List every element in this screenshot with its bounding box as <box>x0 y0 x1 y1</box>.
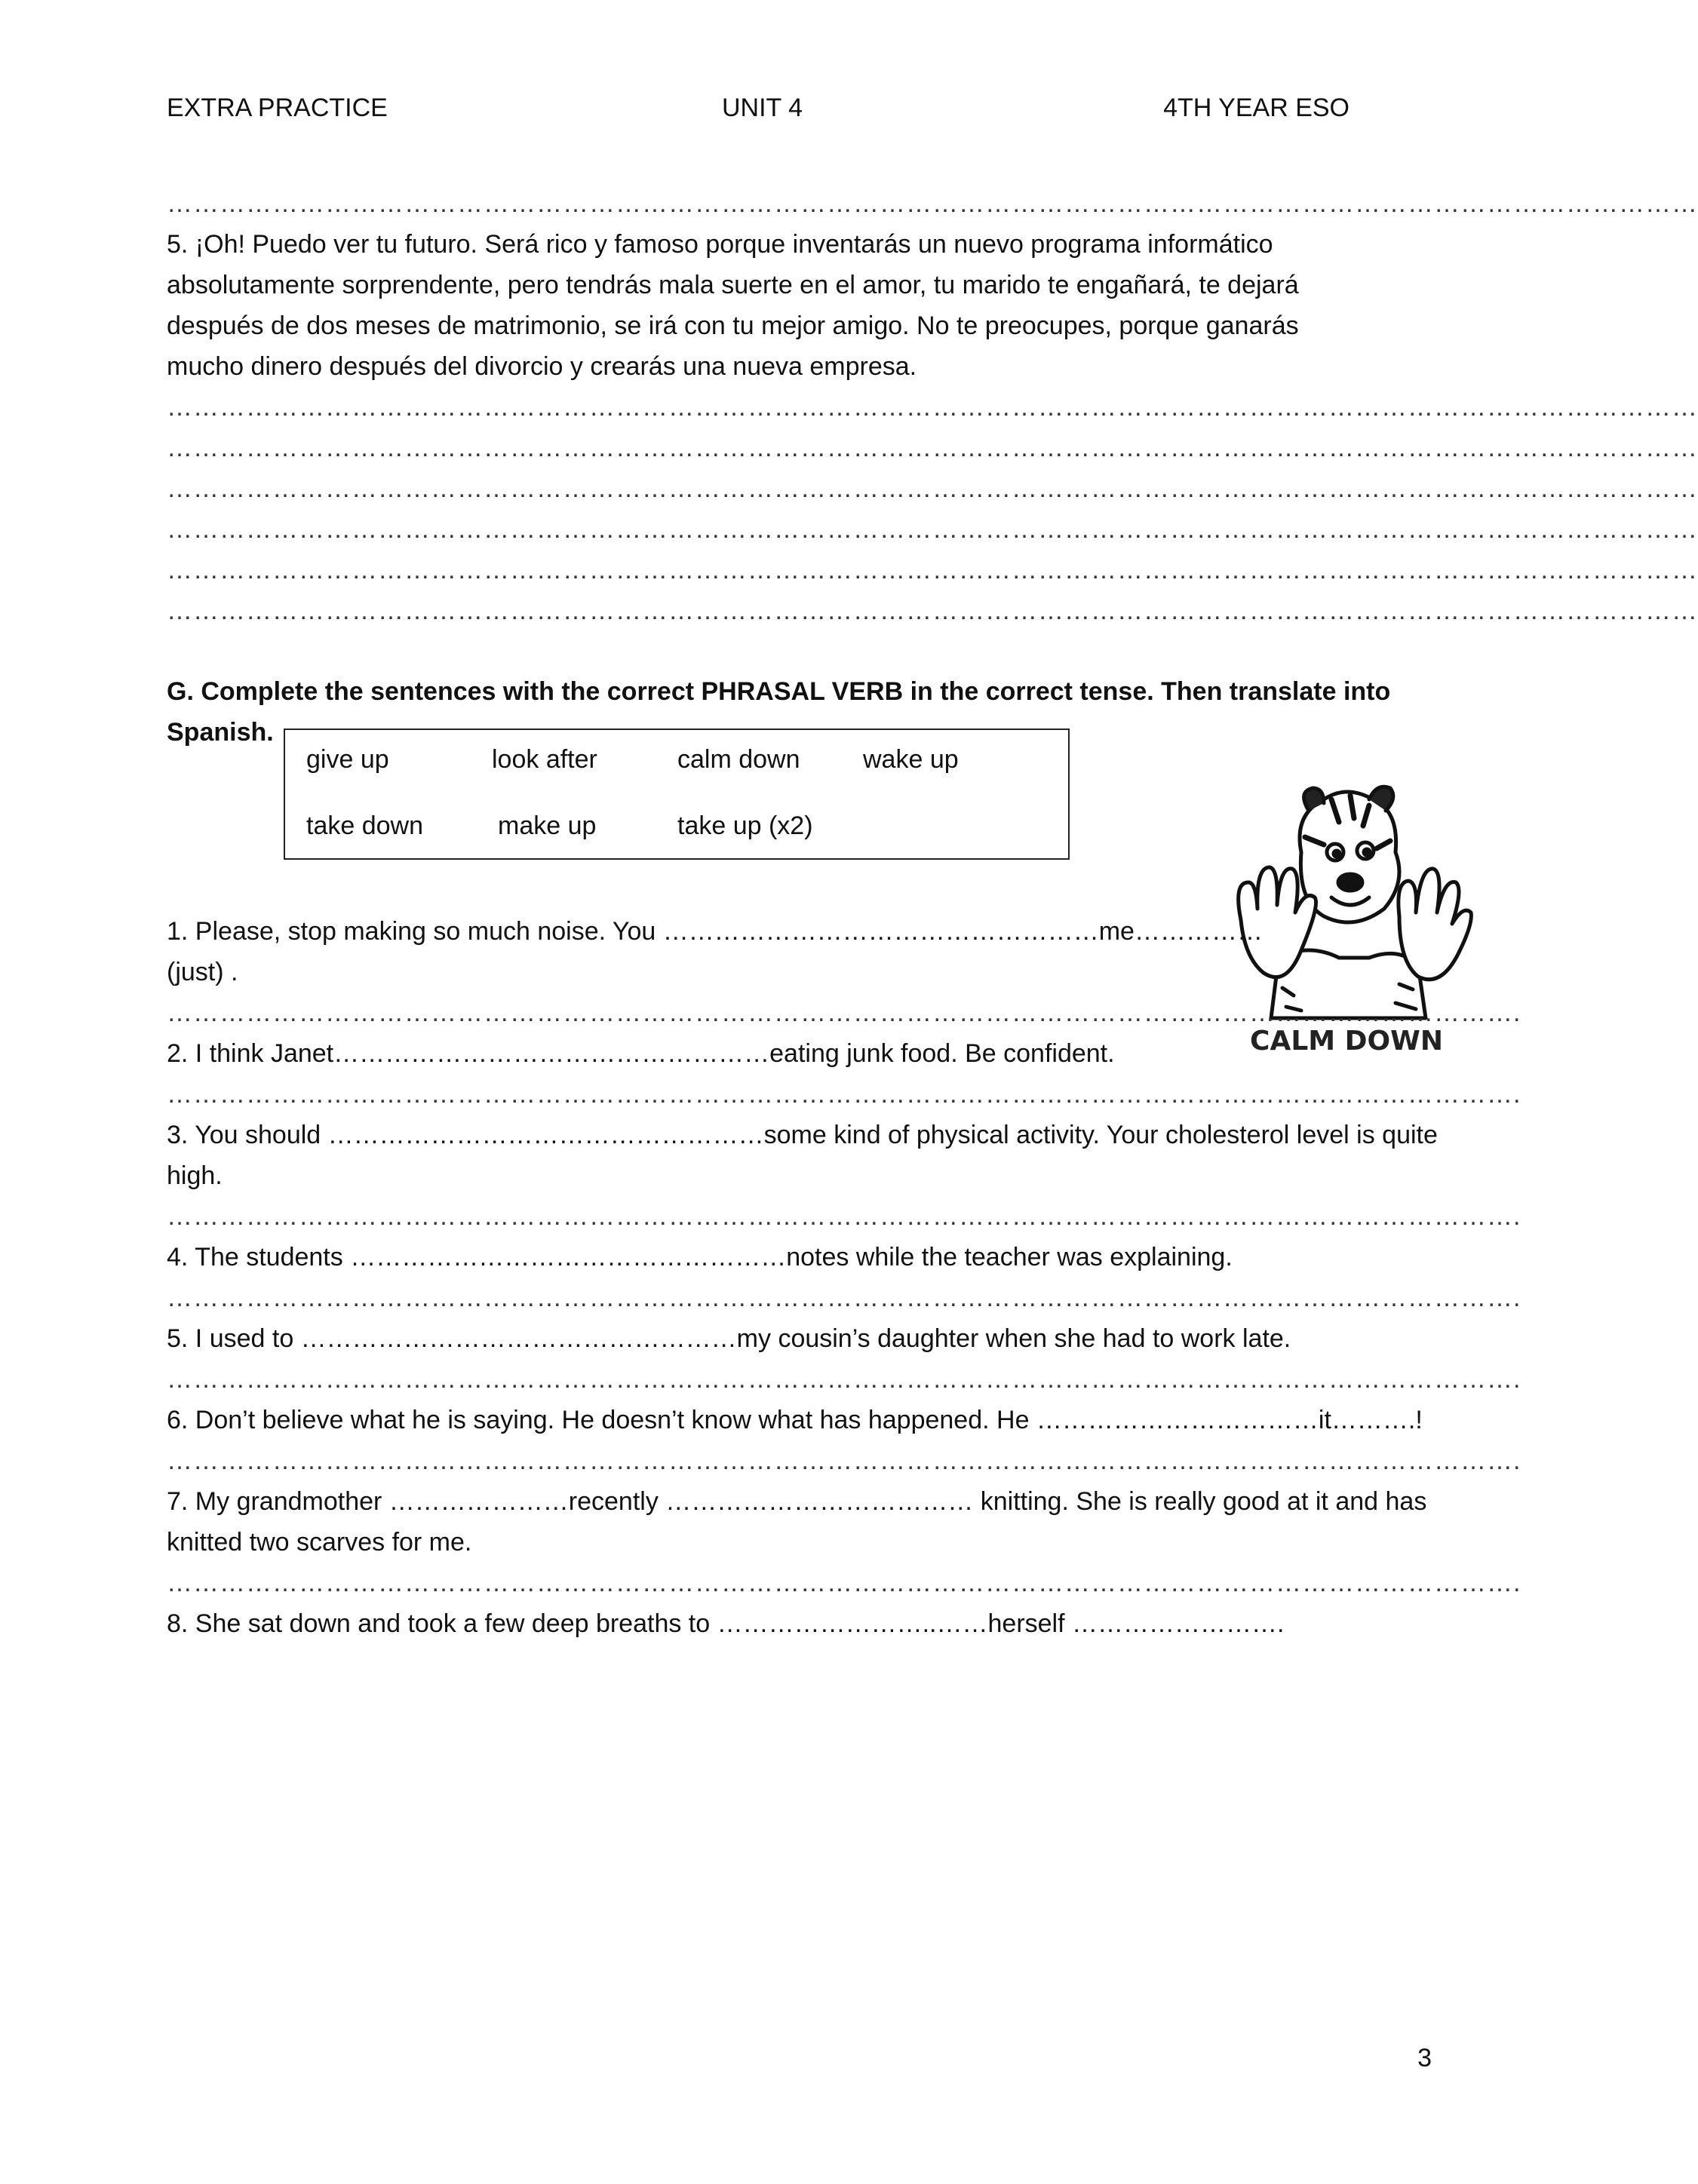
sentence-line: 5. I used to ……………………………………………my cousin’s daughter when she had to work late. <box>167 1324 1291 1353</box>
answer-line[interactable]: ………………………………………………………………………………………………………………………………………………………… <box>167 474 1698 503</box>
item5-line: 5. ¡Oh! Puedo ver tu futuro. Será rico y famoso porque inventarás un nuevo programa informático <box>167 230 1273 259</box>
sentence-1 <box>167 911 1521 1033</box>
answer-line[interactable]: ………………………………………………………………………………………………………………………………………………………… <box>167 556 1698 584</box>
word-wake-up: wake up <box>863 745 959 774</box>
sentence-line: (just) . <box>167 958 238 986</box>
word-look-after: look after <box>492 745 597 774</box>
item5-line: después de dos meses de matrimonio, se irá con tu mejor amigo. No te preocupes, porque ganarás <box>167 311 1299 340</box>
item5-block <box>167 183 1698 631</box>
answer-line[interactable]: ………………………………………………………………………………………………………………………………………. <box>167 1446 1521 1475</box>
answer-line[interactable]: ………………………………………………………………………………………………………………………………………. <box>167 1569 1521 1597</box>
section-g-title-line: Spanish. <box>167 718 274 747</box>
sentence-3 <box>167 1115 1521 1237</box>
sentence-line: 7. My grandmother …………………recently ……………………………… knitting. She is really good at it and has <box>167 1487 1427 1516</box>
word-calm-down: calm down <box>677 745 800 774</box>
item5-line: mucho dinero después del divorcio y crearás una nueva empresa. <box>167 352 917 381</box>
sentence-4 <box>167 1237 1521 1318</box>
sentence-line: 8. She sat down and took a few deep breaths to ……………………..……herself ……………………. <box>167 1609 1285 1638</box>
sentence-line: 6. Don’t believe what he is saying. He doesn’t know what has happened. He ……………………………it……….! <box>167 1406 1423 1434</box>
sentence-list <box>167 911 1521 1644</box>
answer-line[interactable]: ………………………………………………………………………………………………………………………………………. <box>167 1365 1521 1394</box>
cartoon-caption: CALM DOWN <box>1250 1026 1443 1057</box>
answer-line[interactable]: ………………………………………………………………………………………………………………………………………. <box>167 1202 1521 1231</box>
sentence-7 <box>167 1481 1521 1603</box>
word-make-up: make up <box>498 811 597 840</box>
phrasal-verb-box <box>284 729 1070 860</box>
word-take-down: take down <box>306 811 423 840</box>
answer-line[interactable]: ………………………………………………………………………………………………………………………………………. <box>167 1080 1521 1109</box>
sentence-line: 3. You should ……………………………………………some kind of physical activity. Your cholesterol level is quite <box>167 1121 1438 1149</box>
answer-line[interactable]: ………………………………………………………………………………………………………………………………………………………… <box>167 189 1698 218</box>
header-right: 4TH YEAR ESO <box>1163 94 1349 122</box>
header-center: UNIT 4 <box>722 94 803 122</box>
sentence-line: 1. Please, stop making so much noise. You ……………………………………………me…………… <box>167 917 1263 946</box>
sentence-line: 2. I think Janet……………………………………………eating junk food. Be confident. <box>167 1039 1115 1068</box>
sentence-8 <box>167 1603 1374 1644</box>
answer-line[interactable]: ………………………………………………………………………………………………………………………………………………………… <box>167 393 1698 422</box>
page-header <box>167 94 1349 131</box>
answer-line[interactable]: ………………………………………………………………………………………………………………………………………………………… <box>167 597 1698 625</box>
sentence-line: knitted two scarves for me. <box>167 1528 472 1557</box>
answer-line[interactable]: ………………………………………………………………………………………………………………………………………. <box>167 1284 1521 1312</box>
page-number: 3 <box>1417 2044 1432 2072</box>
word-give-up: give up <box>306 745 389 774</box>
header-left: EXTRA PRACTICE <box>167 94 388 122</box>
word-take-up: take up (x2) <box>677 811 813 840</box>
answer-line[interactable]: ………………………………………………………………………………………………………………………………………. <box>167 998 1521 1027</box>
answer-line[interactable]: ………………………………………………………………………………………………………………………………………………………… <box>167 434 1698 462</box>
sentence-5 <box>167 1318 1521 1400</box>
answer-line[interactable]: ………………………………………………………………………………………………………………………………………………………… <box>167 515 1698 544</box>
sentence-line: 4. The students ……………………………………………notes while the teacher was explaining. <box>167 1243 1233 1271</box>
section-g-title-line: G. Complete the sentences with the correct PHRASAL VERB in the correct tense. Then translate into <box>167 677 1391 706</box>
sentence-line: high. <box>167 1161 223 1190</box>
sentence-6 <box>167 1400 1521 1481</box>
item5-line: absolutamente sorprendente, pero tendrás mala suerte en el amor, tu marido te engañará, te dejará <box>167 271 1299 299</box>
